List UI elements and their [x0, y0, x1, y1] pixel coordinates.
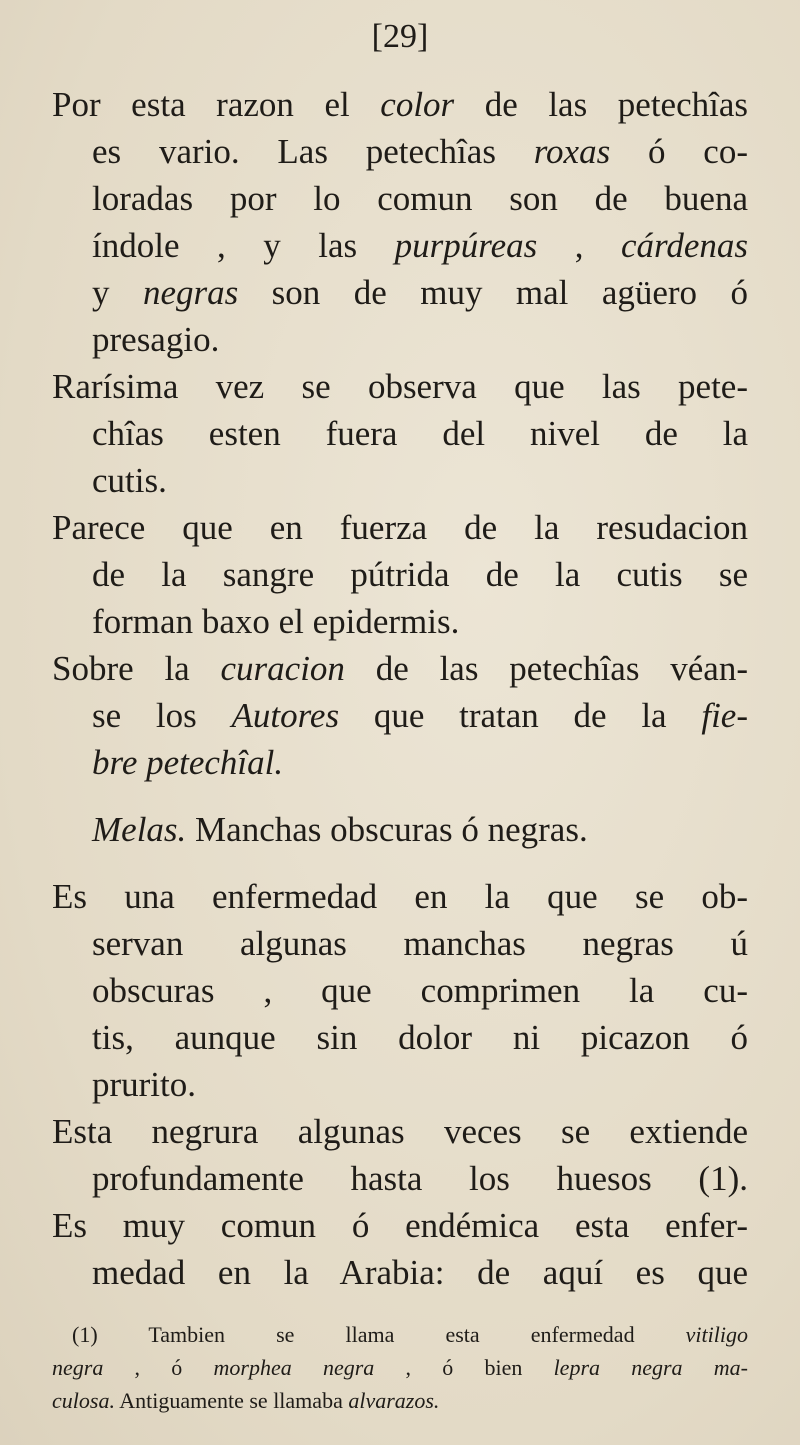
text-line	[92, 695, 748, 737]
text: que tratan de la	[339, 696, 702, 735]
italic-text: negras	[142, 273, 239, 312]
text: ó co-	[610, 132, 748, 171]
footnote-line	[52, 1354, 748, 1382]
text: Parece que en fuerza de la resudacion	[52, 508, 748, 547]
footnote-line	[72, 1321, 748, 1349]
italic-text: vitiligo	[685, 1322, 748, 1347]
text: (1) Tambien se llama esta enfermedad	[72, 1322, 686, 1347]
section-heading	[92, 809, 588, 851]
italic-text: morphea negra	[213, 1355, 375, 1380]
italic-text: color	[380, 85, 455, 124]
text-line	[92, 554, 748, 596]
text-line	[52, 84, 748, 126]
text-line	[92, 742, 283, 784]
text: profundamente hasta los huesos (1).	[92, 1159, 748, 1198]
text: medad en la Arabia: de aquí es que	[92, 1253, 748, 1292]
footnote-line	[52, 1387, 439, 1415]
text: obscuras , que comprimen la cu-	[92, 971, 748, 1010]
text: loradas por lo comun son de buena	[92, 179, 748, 218]
text-line	[52, 507, 748, 549]
text: , ó	[103, 1355, 214, 1380]
text: de las petechîas véan-	[344, 649, 748, 688]
text: Es muy comun ó endémica esta enfer-	[52, 1206, 748, 1245]
text: Por esta razon el	[52, 85, 381, 124]
text-line	[92, 178, 748, 220]
text: prurito.	[92, 1065, 197, 1104]
text: tis, aunque sin dolor ni picazon ó	[92, 1018, 748, 1057]
text-line	[92, 319, 219, 361]
text-line	[92, 1252, 748, 1294]
text-line	[92, 460, 167, 502]
text-line	[52, 648, 748, 690]
text-line	[92, 970, 748, 1012]
text: Es una enfermedad en la que se ob-	[52, 877, 748, 916]
text: Sobre la	[52, 649, 221, 688]
text: presagio.	[92, 320, 220, 359]
text-line	[92, 225, 748, 267]
text: chîas esten fuera del nivel de la	[92, 414, 748, 453]
text: forman baxo el epidermis.	[92, 602, 460, 641]
text-line	[52, 1111, 748, 1153]
text-line	[92, 413, 748, 455]
italic-text: purpúreas	[394, 226, 538, 265]
text: Antiguamente se llamaba	[114, 1388, 349, 1413]
text-line	[92, 131, 748, 173]
italic-text: roxas	[533, 132, 611, 171]
italic-text: alvarazos.	[348, 1388, 440, 1413]
text-line	[92, 1064, 196, 1106]
text: índole , y las	[92, 226, 395, 265]
page-number: [29]	[371, 18, 429, 55]
text-line	[52, 1205, 748, 1247]
italic-text: Autores	[231, 696, 340, 735]
text: y	[92, 273, 143, 312]
text-line	[92, 923, 748, 965]
italic-text: negra	[52, 1355, 104, 1380]
text-line	[92, 1017, 748, 1059]
text-line	[92, 601, 459, 643]
text: , ó bien	[374, 1355, 554, 1380]
italic-text: bre petechîal.	[92, 743, 284, 782]
text: de la sangre pútrida de la cutis se	[92, 555, 748, 594]
text-line	[52, 366, 748, 408]
italic-text: culosa.	[52, 1388, 115, 1413]
italic-text: lepra negra ma-	[553, 1355, 748, 1380]
text: Rarísima vez se observa que las pete-	[52, 367, 748, 406]
text: Esta negrura algunas veces se extiende	[52, 1112, 748, 1151]
italic-text: Melas.	[92, 810, 187, 849]
italic-text: cárdenas	[620, 226, 748, 265]
text-line	[92, 272, 748, 314]
text: cutis.	[92, 461, 167, 500]
italic-text: fie-	[701, 696, 748, 735]
text-line	[92, 1158, 748, 1200]
italic-text: curacion	[220, 649, 345, 688]
text: son de muy mal agüero ó	[238, 273, 748, 312]
text: ,	[537, 226, 621, 265]
text: servan algunas manchas negras ú	[92, 924, 748, 963]
text: es vario. Las petechîas	[92, 132, 534, 171]
text: se los	[92, 696, 232, 735]
text-line	[52, 876, 748, 918]
text: de las petechîas	[454, 85, 748, 124]
text: Manchas obscuras ó negras.	[186, 810, 588, 849]
